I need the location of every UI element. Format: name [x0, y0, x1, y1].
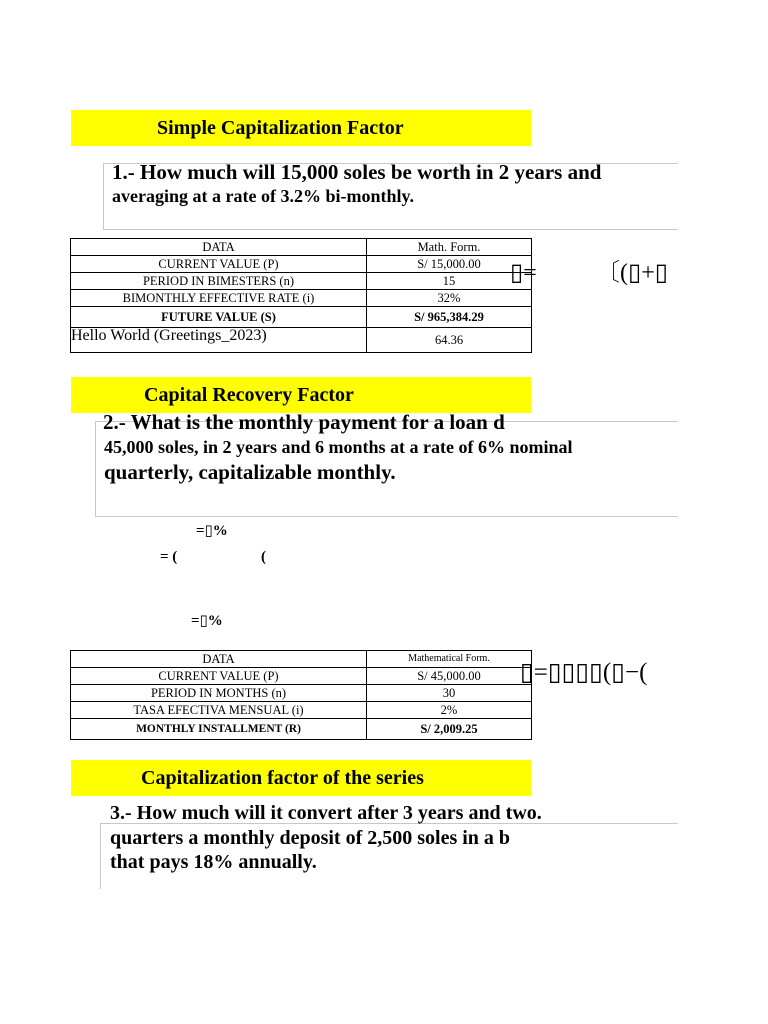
- table-header-data: DATA: [71, 239, 367, 256]
- row-value: S/ 965,384.29: [367, 307, 532, 328]
- section1-banner: [71, 110, 531, 146]
- table-row: [71, 328, 532, 353]
- section3-banner: [71, 760, 531, 796]
- section2-title: Capital Recovery Factor: [144, 384, 354, 406]
- table-row: [71, 273, 532, 290]
- section2-formula-right: ▯=▯▯▯▯(▯−(: [520, 659, 648, 686]
- section1-question-line2: averaging at a rate of 3.2% bi-monthly.: [112, 186, 414, 206]
- section1-formula-right: 〔(▯+▯: [596, 260, 668, 286]
- section2-banner: [71, 377, 531, 413]
- table-row: [71, 702, 532, 719]
- row-label: BIMONTHLY EFFECTIVE RATE (i): [71, 290, 367, 307]
- row-value: S/ 15,000.00: [367, 256, 532, 273]
- table-row: [71, 685, 532, 702]
- section3-question-line3: that pays 18% annually.: [110, 851, 317, 873]
- section3-question-line2: quarters a monthly deposit of 2,500 soles in a b: [110, 827, 511, 849]
- section2-formula-b2: (: [261, 549, 266, 565]
- row-label: PERIOD IN BIMESTERS (n): [71, 273, 367, 290]
- row-label: CURRENT VALUE (P): [71, 256, 367, 273]
- table-row: [71, 668, 532, 685]
- row-value: 2%: [367, 702, 532, 719]
- table-row: [71, 307, 532, 328]
- row-value: 64.36: [367, 328, 532, 353]
- table-header-formula: Math. Form.: [367, 239, 532, 256]
- table-header-row: [71, 239, 532, 256]
- section2-question-line2: 45,000 soles, in 2 years and 6 months at a rate of 6% nominal: [104, 437, 573, 457]
- row-value: 30: [367, 685, 532, 702]
- section2-formula-a: =▯%: [196, 523, 228, 539]
- row-value: 15: [367, 273, 532, 290]
- row-label: FUTURE VALUE (S): [71, 307, 367, 328]
- table-header-row: [71, 651, 532, 668]
- section1-question-line1: 1.- How much will 15,000 soles be worth in 2 years and: [112, 160, 602, 184]
- row-label: Hello World (Greetings_2023): [71, 328, 367, 353]
- section1-title: Simple Capitalization Factor: [157, 117, 404, 139]
- section2-question-line3: quarterly, capitalizable monthly.: [104, 460, 396, 484]
- section3-question-line1: 3.- How much will it convert after 3 years and two.: [110, 802, 542, 824]
- table-row: [71, 719, 532, 740]
- section2-table: [70, 650, 532, 740]
- row-label: TASA EFECTIVA MENSUAL (i): [71, 702, 367, 719]
- row-value: S/ 45,000.00: [367, 668, 532, 685]
- section1-table: [70, 238, 532, 353]
- row-label: MONTHLY INSTALLMENT (R): [71, 719, 367, 740]
- table-header-data: DATA: [71, 651, 367, 668]
- table-row: [71, 256, 532, 273]
- section3-title: Capitalization factor of the series: [141, 767, 424, 789]
- section2-formula-c: =▯%: [191, 613, 223, 629]
- table-row: [71, 290, 532, 307]
- section2-formula-b1: = (: [160, 549, 178, 565]
- row-value: S/ 2,009.25: [367, 719, 532, 740]
- section2-question-line1: 2.- What is the monthly payment for a loan d: [103, 410, 505, 434]
- row-value: 32%: [367, 290, 532, 307]
- row-label: PERIOD IN MONTHS (n): [71, 685, 367, 702]
- table-header-formula: Mathematical Form.: [367, 651, 532, 668]
- section1-formula-left: ▯=: [510, 260, 537, 286]
- row-label: CURRENT VALUE (P): [71, 668, 367, 685]
